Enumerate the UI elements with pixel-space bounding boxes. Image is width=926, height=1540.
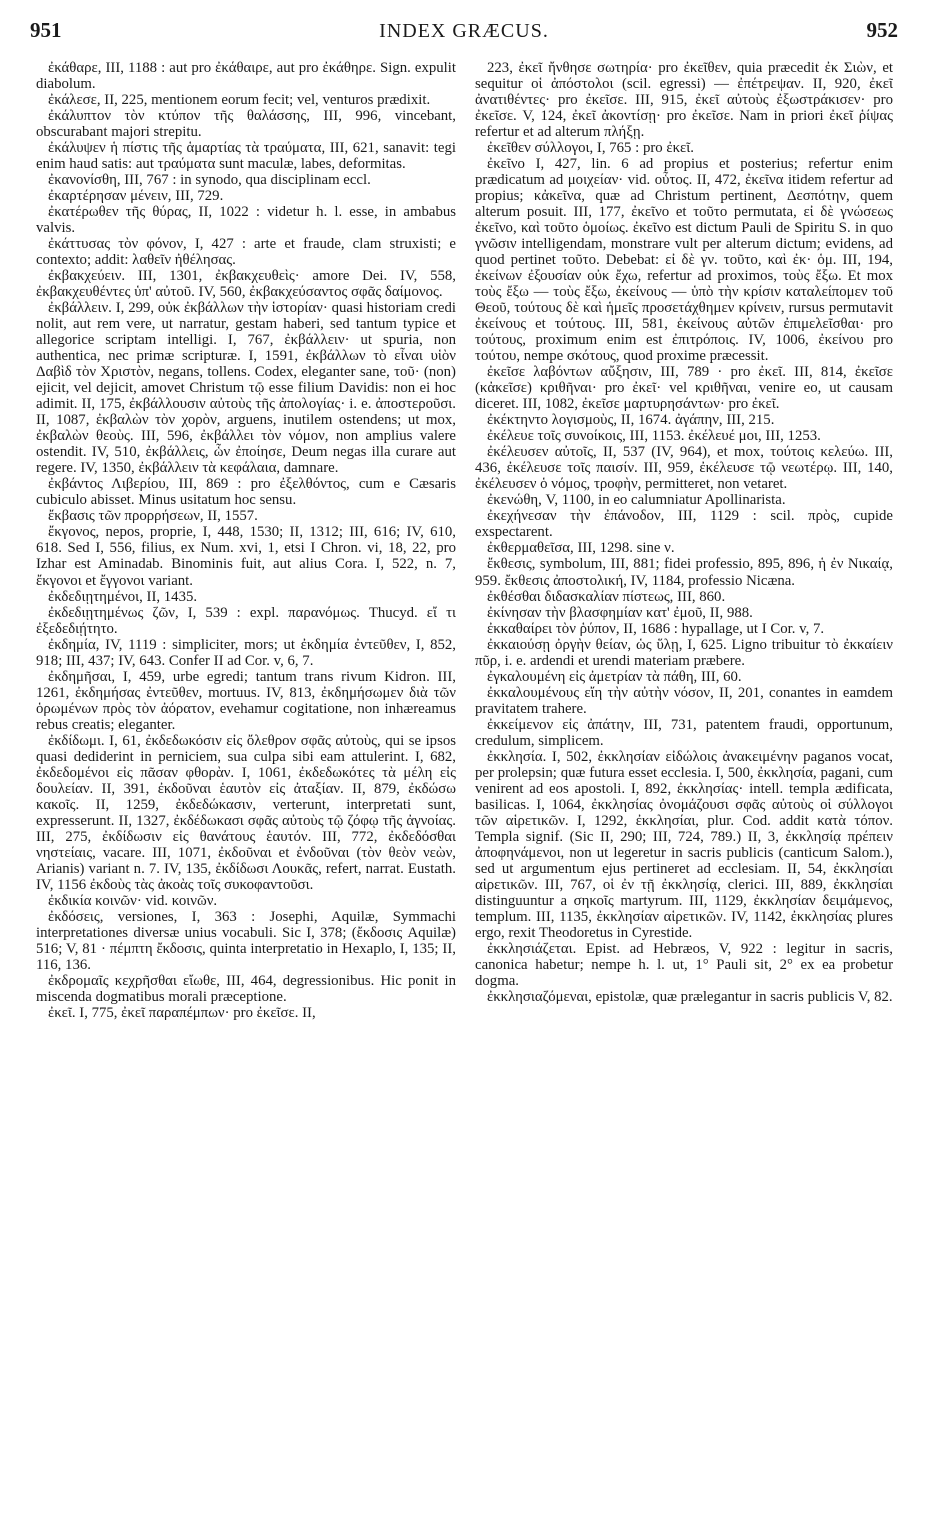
index-entry: ἐκβάντος Λιβερίου, III, 869 : pro ἐξελθόντος, cum e Cæsaris cubiculo abisset. Minus usitatum hoc sensu. — [36, 476, 456, 509]
index-entry: ἐκδημία, IV, 1119 : simpliciter, mors; ut ἐκδημία ἐντεῦθεν, I, 852, 918; III, 437; IV, 643. Confer II ad Cor. v, 6, 7. — [36, 636, 456, 669]
index-entry: ἐκάθαρε, III, 1188 : aut pro ἐκάθαιρε, aut pro ἐκάθηρε. Sign. expulit diabolum. — [36, 60, 456, 93]
index-entry: ἔκθεσις, symbolum, III, 881; fidei professio, 895, 896, ἡ ἐν Νικαίᾳ, 959. ἔκθεσις ἀποστολική, IV, 1184, professio Nicæna. — [475, 556, 893, 589]
index-entry: ἐκανονίσθη, III, 767 : in synodo, qua disciplinam eccl. — [48, 172, 371, 189]
index-entry: ἐκδικία κοινῶν· vid. κοινῶν. — [48, 892, 218, 909]
index-entry: ἐκδημῆσαι, I, 459, urbe egredi; tantum trans rivum Kidron. III, 1261, ἐκδημήσας ἐντεῦθεν, mortuus. IV, 813, ἐκδημήσωμεν διὰ τῶν ὁρωμένων πρὸς τὸν ἀόρατον, evehamur cogitatione, non inhæreamus rebus creatis; eleganter. — [36, 668, 456, 733]
index-entry: ἐκκλησιάζεται. Epist. ad Hebræos, V, 922 : legitur in sacris, canonica habetur; nempe h. l. ut, 1° Pauli sit, 2° ex ea probetur dogma. — [475, 940, 893, 989]
index-entry: ἐκδρομαῖς κεχρῆσθαι εἴωθε, III, 464, degressionibus. Hic ponit in miscenda dogmatibus morali præceptione. — [36, 972, 456, 1005]
page-number-right: 952 — [866, 18, 898, 42]
right-column — [475, 60, 893, 1530]
page-header — [30, 18, 898, 44]
index-entry: ἐκενώθη, V, 1100, in eo calumniatur Apollinarista. — [487, 492, 786, 509]
index-entry: ἐκδίδωμι. I, 61, ἐκδεδωκόσιν εἰς ὄλεθρον σφᾶς αὐτοὺς, qui se ipsos quasi dediderint in perniciem, sua culpa sibi eam attulerint. I, 682, ἐκδεδομένοι εἰς πᾶσαν φθορὰν. I, 1061, ἐκδεδωκότες τὰ μέλη εἰς δουλείαν. II, 391, ἐκδοῦναι ἑαυτὸν εἰς ἀταξίαν. II, 879, ἐκδώσω κακοῖς. II, 1259, ἐκδεδώκασιν, verterunt, interpretati sunt, expresserunt. II, 1327, ἐκδέδωκασι σφᾶς αὐτοὺς τῷ ζόφῳ τῆς ἀγνοίας. III, 275, ἐκδίδωσιν εἰς θανάτους ἑαυτόν. III, 772, ἐκδεδόσθαι νηστείαις, vacare. III, 1071, ἐκδοῦναι et ἐνδοῦναι (τὸν θεὸν νεὼν, Arianis) variant n. 7. IV, 135, ἐκδίδωσι Λουκᾶς, refert, narrat. Eustath. IV, 1156 ἐκδοὺς τὰς ἀκοὰς τοῖς συκοφαντοῦσι. — [36, 732, 456, 893]
index-entry: ἐκβακχεύειν. III, 1301, ἐκβακχευθεὶς· amore Dei. IV, 558, ἐκβακχευθέντες ὑπ' αὐτοῦ. IV, 560, ἐκβακχεύσαντος σφᾶς δαίμονος. — [36, 268, 456, 301]
index-entry: ἔκγονος, nepos, proprie, I, 448, 1530; II, 1312; III, 616; IV, 610, 618. Sed I, 556, filius, ex Num. xvi, 1, etsi I Chron. vi, 18, 22, pro Izhar est Aminadab. Binominis fuit, aut alius Cora. I, 522, n. 7, ἔκγονοι et ἔγγονοι variant. — [36, 524, 456, 589]
index-entry: ἐκέκτηντο λογισμοὺς, II, 1674. ἀγάπην, III, 215. — [487, 412, 775, 429]
index-entry: ἐκίνησαν τὴν βλασφημίαν κατ' ἐμοῦ, II, 988. — [487, 604, 753, 621]
index-entry: ἐκβάλλειν. I, 299, οὐκ ἐκβάλλων τὴν ἱστορίαν· quasi historiam credi nolit, aut rem vere, ut narratur, gestam haberi, sed tantum typice et allegorice scriptam intelligi. I, 767, ἐκβάλλειν· ut spuria, non authentica, nec primæ scripturæ. I, 1591, ἐκβάλλων τὸ εἶναι υἱὸν Δαβὶδ τὸν Χριστὸν, negans, tollens. Codex, eleganter sane, τοῦ· (non) ejicit, vel dejicit, amovet Christum τῷ esse filium Davidis: non ei hoc adimit. II, 175, ἐκβάλλουσιν αὐτοὺς τῆς ἀπολογίας· i. e. ἀποστεροῦσι. II, 1087, ἐκβαλὼν τὸν χορὸν, arguens, inutilem ostendens; ut mox, ἐκβαλὼν θεοὺς. III, 596, ἐκβάλλει τὸν νόμον, non amplius valere ostendit. IV, 510, ἐκβάλλεις, ὧν ἐποίησε, Deum negas illa curare aut regere. IV, 1350, ἐκβάλλειν τὰ κεφάλαια, damnare. — [36, 300, 456, 477]
index-entry: ἐκεῖσε λαβόντων αὔξησιν, III, 789 · pro ἐκεῖ. III, 814, ἐκεῖσε (κἀκεῖσε) κριθῆναι· pro ἐκεῖ· vel κριθῆναι, venire eo, ut causam diceret. III, 1082, ἐκεῖσε μαρτυρησάντων· pro ἐκεῖ. — [475, 364, 893, 413]
index-entry: ἐκδεδιῃτημένοι, II, 1435. — [48, 588, 198, 605]
index-entry: ἐκάλυψεν ἡ πίστις τῆς ἁμαρτίας τὰ τραύματα, III, 621, sanavit: tegi enim haud satis: aut τραύματα sunt maculæ, labes, deformitas. — [36, 140, 456, 173]
index-entry: ἐκατέρωθεν τῆς θύρας, II, 1022 : videtur h. l. esse, in ambabus valvis. — [36, 204, 456, 237]
index-entry: ἐκεχήνεσαν τὴν ἐπάνοδον, III, 1129 : scil. πρὸς, cupide exspectarent. — [475, 508, 893, 541]
index-entry: ἐκδόσεις, versiones, I, 363 : Josephi, Aquilæ, Symmachi interpretationes diversæ unius vocabuli. Sic I, 378; (ἔκδοσις Aquilæ) 516; V, 81 · πέμπτη ἔκδοσις, quinta interpretatio in Hexaplo, I, 135; II, 116, 136. — [36, 908, 456, 973]
left-column — [36, 60, 456, 1530]
index-entry: ἐκάλεσε, II, 225, mentionem eorum fecit; vel, venturos prædixit. — [48, 92, 431, 109]
index-entry: ἐκεῖθεν σύλλογοι, I, 765 : pro ἐκεῖ. — [487, 140, 694, 157]
index-entry: ἐκδεδιῃτημένως ζῶν, I, 539 : expl. παρανόμως. Thucyd. εἴ τι ἐξεδεδιῄτητο. — [36, 604, 456, 637]
index-entry: ἐκκαιούσῃ ὀργὴν θείαν, ὡς ὕλῃ, I, 625. Ligno tribuitur τὸ ἐκκαίειν πῦρ, i. e. ardendi et urendi materiam præbere. — [475, 636, 893, 669]
index-entry: ἐκάττυσας τὸν φόνον, I, 427 : arte et fraude, clam struxisti; e contexto; addit: λαθεῖν ἠθέλησας. — [36, 236, 456, 269]
index-entry: ἐκεῖ. I, 775, ἐκεῖ παραπέμπων· pro ἐκεῖσε. II, — [48, 1004, 316, 1021]
index-entry: ἔκβασις τῶν προρρήσεων, II, 1557. — [48, 508, 258, 525]
index-entry: ἐκθερμαθεῖσα, III, 1298. sine ν. — [487, 540, 675, 557]
index-entry: ἐκάλυπτον τὸν κτύπον τῆς θαλάσσης, III, 996, vincebant, obscurabant majori strepitu. — [36, 108, 456, 141]
index-entry: ἐκεῖνο I, 427, lin. 6 ad propius et posterius; refertur enim prædicatum ad μοιχείαν· vid. οὗτος. II, 472, ἐκεῖνα itidem refertur ad propius; κἀκεῖνα, quæ ad Christum pertinent, Δεσπότην, quem alterum posuit. III, 177, ἐκεῖνο et τοῦτο permutata, εἰ δὲ γνώσεως ἐκεῖνο, καὶ τοῦτο ὁμοίως. ἐκεῖνο est dictum Pauli de Spiritu S. in quo γνῶσιν intelligendam, monstrare vult per alterum dictum; evidens, ad quod pertinet τοῦτο. Debebat: εἰ δὲ γν. τοῦτο, καὶ ἐκ· ὁμ. III, 194, ἐκείνων ἐξουσίαν οὐκ ἔχω, refertur ad proximos, τοὺς ἔξω. Et mox τοὺς ἔξω — τοὺς ἔξω, ἐκείνους — ὑπὸ τὴν κρίσιν καταλείπομεν τοῦ Θεοῦ, τούτους δὲ καὶ ἡμεῖς προσετάχθημεν κρίνειν, rursus permutavit ἐκείνους et τούτους. III, 581, ἐκείνους αὐτῶν ἐπιμελεῖσθαι· pro τούτους, proximum enim est ἐπιτρόποις. IV, 1006, ἐκείνου pro τούτου, nempe σκότους, quod proxime præcessit. — [475, 156, 893, 365]
index-entry: ἐκκείμενον εἰς ἀπάτην, III, 731, patentem fraudi, opportunum, credulum, simplicem. — [475, 716, 893, 749]
index-entry: ἐκαρτέρησαν μένειν, III, 729. — [48, 188, 224, 205]
index-entry: ἐκκαθαίρει τὸν ῥύπον, II, 1686 : hypallage, ut I Cor. v, 7. — [487, 620, 825, 637]
page-title: INDEX GRÆCUS. — [379, 20, 549, 42]
index-entry: ἐκκλησιαζόμεναι, epistolæ, quæ prælegantur in sacris publicis V, 82. — [487, 988, 893, 1005]
index-entry: ἐκκλησία. I, 502, ἐκκλησίαν εἰδώλοις ἀνακειμένην paganos vocat, per prolepsin; quæ futura esset ecclesia. I, 500, ἐκκλησία, pagani, cum venirent ad eos apostoli. I, 892, ἐκκλησίας· intell. templa ædificata, basilicas. I, 1064, ἐκκλησίας ὀνομάζουσι σφᾶς αὐτοὺς οἱ σύλλογοι τῶν αἱρετικῶν. I, 1292, ἐκκλησίαι, plur. Cod. addit κατὰ τόπον. Templa signif. (Sic II, 290; III, 724, 789.) II, 3, ἐκκλησίᾳ πρέπειν ἀποφηνάμενοι, non ut legeretur in sacris publicis (canticum Salom.), sed ut argumentum ejus pertineret ad ecclesiam. II, 54, ἐκκλησίαι αἱρετικῶν. III, 767, οἱ ἐν τῇ ἐκκλησίᾳ, clerici. III, 889, ἐκκλησίαι distinguuntur a σηκοῖς martyrum. III, 1129, ἐκκλησίαν δειμάμενος, templum. III, 1135, ἐκκλησίαν αἱρετικῶν. IV, 1142, ἐκκλησίας plures ergo, rexit Theodoretus in Cyrestide. — [475, 748, 893, 941]
index-entry: ἐκθέσθαι διδασκαλίαν πίστεως, III, 860. — [487, 588, 726, 605]
index-entry: ἐγκαλουμένη εἰς ἀμετρίαν τὰ πάθη, III, 60. — [487, 668, 742, 685]
index-entry: ἐκκαλουμένους εἴη τὴν αὐτὴν νόσον, II, 201, conantes in eamdem pravitatem trahere. — [475, 684, 893, 717]
page-number-left: 951 — [30, 18, 62, 42]
index-entry: 223, ἐκεῖ ἤνθησε σωτηρία· pro ἐκεῖθεν, quia præcedit ἐκ Σιὼν, et sequitur οἱ ἀπόστολοι (scil. egressi) — ἐπέτρεψαν. II, 920, ἐκεῖ ἀνατιθέντες· pro ἐκεῖσε. III, 915, ἐκεῖ αὐτοὺς ἐξωστράκισεν· pro ἐκεῖσε. V, 124, ἐκεῖ ἀκοντίσῃ· pro ἐκεῖσε. Nam in priori ἐκεῖ ῥίψας refertur et ad alterum πλήξῃ. — [475, 60, 893, 141]
index-entry: ἐκέλευσεν αὐτοῖς, II, 537 (IV, 964), et mox, τούτοις κελεύω. III, 436, ἐκέλευσε τοῖς παισίν. III, 959, ἐκέλευσε τῷ νεωτέρῳ. III, 140, ἐκέλευσεν ὁ νόμος, τροφὴν, permitteret, non vetaret. — [475, 444, 893, 493]
index-entry: ἐκέλευε τοῖς συνοίκοις, III, 1153. ἐκέλευέ μοι, III, 1253. — [487, 428, 821, 445]
